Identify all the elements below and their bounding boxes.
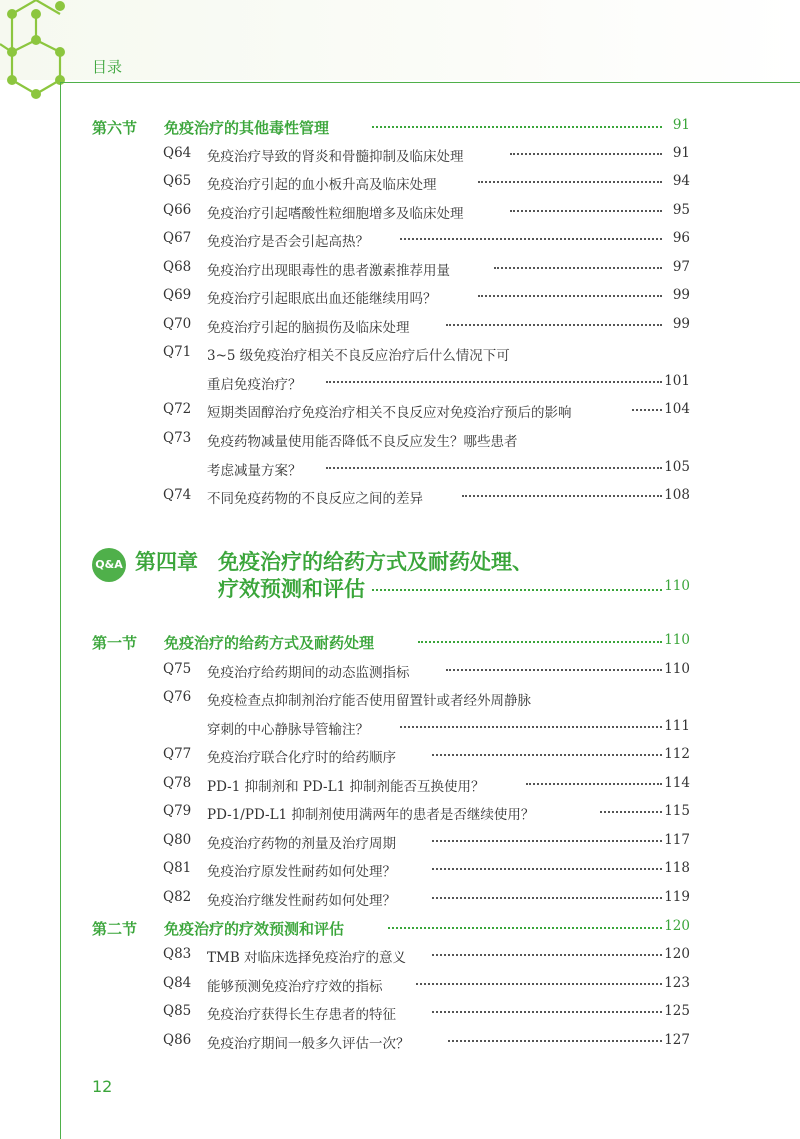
dot-leader (448, 1040, 662, 1042)
question-title: 免疫治疗引起眼底出血还能继续用吗？ (207, 291, 437, 307)
question-page: 99 (672, 316, 690, 332)
question-number: Q81 (163, 860, 192, 876)
dot-leader (478, 295, 662, 297)
section-title: 免疫治疗的其他毒性管理 (164, 119, 330, 137)
question-title: 短期类固醇治疗免疫治疗相关不良反应对免疫治疗预后的影响 (207, 405, 572, 421)
question-number: Q73 (163, 430, 192, 446)
question-title-line1: 3~5 级免疫治疗相关不良反应治疗后什么情况下可 (207, 348, 510, 364)
question-page: 91 (672, 145, 690, 161)
question-page: 119 (664, 889, 690, 905)
question-title: 免疫治疗给药期间的动态监测指标 (207, 665, 410, 681)
toc-entry-q69[interactable] (0, 287, 800, 313)
question-number: Q78 (163, 775, 192, 791)
toc-section-2[interactable] (0, 918, 800, 944)
question-page: 101 (664, 373, 690, 389)
toc-entry-q77[interactable] (0, 746, 800, 772)
question-page: 108 (664, 487, 690, 503)
dot-leader (372, 589, 662, 591)
dot-leader (432, 754, 662, 756)
toc-entry-q80[interactable] (0, 832, 800, 858)
question-page: 120 (664, 946, 690, 962)
question-number: Q67 (163, 230, 192, 246)
question-number: Q69 (163, 287, 192, 303)
section-page: 91 (672, 117, 690, 133)
question-page: 105 (664, 459, 690, 475)
dot-leader (526, 783, 662, 785)
dot-leader (388, 927, 662, 929)
question-title: 免疫治疗引起的血小板升高及临床处理 (207, 177, 437, 193)
question-title: 免疫治疗引起嗜酸性粒细胞增多及临床处理 (207, 206, 464, 222)
question-title: 能够预测免疫治疗疗效的指标 (207, 979, 383, 995)
dot-leader (400, 726, 662, 728)
question-number: Q74 (163, 487, 192, 503)
toc-entry-q83[interactable] (0, 946, 800, 972)
question-number: Q80 (163, 832, 192, 848)
section-number: 第六节 (92, 119, 138, 137)
question-page: 96 (672, 230, 690, 246)
question-title: 免疫治疗出现眼毒性的患者激素推荐用量 (207, 263, 450, 279)
dot-leader (416, 983, 662, 985)
question-number: Q84 (163, 975, 192, 991)
question-number: Q66 (163, 202, 192, 218)
question-number: Q77 (163, 746, 192, 762)
toc-entry-q76-cont[interactable] (0, 718, 800, 744)
section-number: 第二节 (92, 920, 138, 938)
question-page: 104 (664, 401, 690, 417)
question-number: Q86 (163, 1032, 192, 1048)
question-number: Q65 (163, 173, 192, 189)
chapter-page: 110 (664, 578, 690, 594)
dot-leader (632, 409, 662, 411)
question-title: 免疫治疗联合化疗时的给药顺序 (207, 750, 396, 766)
dot-leader (432, 897, 662, 899)
question-page: 97 (672, 259, 690, 275)
chapter-title-line2: 疗效预测和评估 (218, 577, 365, 601)
section-title: 免疫治疗的疗效预测和评估 (164, 920, 345, 938)
question-page: 115 (664, 803, 690, 819)
section-number: 第一节 (92, 634, 138, 652)
header-rule (60, 82, 800, 83)
toc-entry-q66[interactable] (0, 202, 800, 228)
question-page: 110 (664, 661, 690, 677)
question-number: Q64 (163, 145, 192, 161)
question-page: 111 (664, 718, 690, 734)
question-page: 123 (664, 975, 690, 991)
question-number: Q79 (163, 803, 192, 819)
toc-section-1[interactable] (0, 632, 800, 658)
dot-leader (400, 238, 662, 240)
section-page: 110 (664, 632, 690, 648)
dot-leader (600, 811, 662, 813)
question-title-line1: 免疫检查点抑制剂治疗能否使用留置针或者经外周静脉 (207, 693, 531, 709)
toc-entry-q70[interactable] (0, 316, 800, 342)
qa-badge-icon: Q&A (92, 548, 126, 582)
dot-leader (418, 641, 662, 643)
toc-entry-q71[interactable] (0, 344, 800, 370)
question-page: 114 (664, 775, 690, 791)
question-title-line2: 考虑减量方案？ (207, 463, 302, 479)
toc-entry-q81[interactable] (0, 860, 800, 886)
question-page: 112 (664, 746, 690, 762)
toc-entry-q65[interactable] (0, 173, 800, 199)
question-page: 95 (672, 202, 690, 218)
dot-leader (494, 267, 662, 269)
question-title: 不同免疫药物的不良反应之间的差异 (207, 491, 423, 507)
question-number: Q72 (163, 401, 192, 417)
dot-leader (462, 495, 662, 497)
dot-leader (326, 381, 662, 383)
question-number: Q82 (163, 889, 192, 905)
toc-entry-q86[interactable] (0, 1032, 800, 1058)
question-page: 99 (672, 287, 690, 303)
question-number: Q70 (163, 316, 192, 332)
question-title: 免疫治疗获得长生存患者的特征 (207, 1007, 396, 1023)
toc-entry-q76[interactable] (0, 689, 800, 715)
dot-leader (446, 324, 662, 326)
question-title: 免疫治疗导致的肾炎和骨髓抑制及临床处理 (207, 149, 464, 165)
toc-entry-q78[interactable] (0, 775, 800, 801)
dot-leader (510, 153, 662, 155)
toc-entry-q71-cont[interactable] (0, 373, 800, 399)
dot-leader (432, 840, 662, 842)
toc-entry-q72[interactable] (0, 401, 800, 427)
molecule-decoration-icon (0, 0, 80, 110)
question-title-line2: 重启免疫治疗？ (207, 377, 302, 393)
toc-entry-q64[interactable] (0, 145, 800, 171)
section-page: 120 (664, 918, 690, 934)
toc-entry-q68[interactable] (0, 259, 800, 285)
question-page: 127 (664, 1032, 690, 1048)
toc-entry-q67[interactable] (0, 230, 800, 256)
question-title-line1: 免疫药物减量使用能否降低不良反应发生？哪些患者 (207, 434, 518, 450)
dot-leader (446, 669, 662, 671)
toc-chapter-4[interactable] (0, 540, 800, 600)
question-title: PD-1/PD-L1 抑制剂使用满两年的患者是否继续使用？ (207, 807, 535, 823)
question-title-line2: 穿刺的中心静脉导管输注？ (207, 722, 369, 738)
question-title: 免疫治疗是否会引起高热？ (207, 234, 369, 250)
page-number: 12 (92, 1077, 113, 1096)
question-title: PD-1 抑制剂和 PD-L1 抑制剂能否互换使用？ (207, 779, 485, 795)
question-page: 117 (664, 832, 690, 848)
question-page: 118 (664, 860, 690, 876)
dot-leader (326, 467, 662, 469)
toc-entry-q75[interactable] (0, 661, 800, 687)
section-title: 免疫治疗的给药方式及耐药处理 (164, 634, 375, 652)
question-number: Q68 (163, 259, 192, 275)
toc-entry-q85[interactable] (0, 1003, 800, 1029)
question-number: Q83 (163, 946, 192, 962)
question-number: Q76 (163, 689, 192, 705)
dot-leader (372, 126, 662, 128)
question-title: 免疫治疗原发性耐药如何处理？ (207, 864, 396, 880)
toc-entry-q74[interactable] (0, 487, 800, 513)
dot-leader (510, 210, 662, 212)
question-title: 免疫治疗药物的剂量及治疗周期 (207, 836, 396, 852)
question-number: Q85 (163, 1003, 192, 1019)
toc-entry-q79[interactable] (0, 803, 800, 829)
question-number: Q75 (163, 661, 192, 677)
dot-leader (478, 181, 662, 183)
chapter-title-line1: 免疫治疗的给药方式及耐药处理、 (218, 550, 533, 574)
chapter-number: 第四章 (135, 550, 198, 574)
toc-entry-q73-cont[interactable] (0, 459, 800, 485)
dot-leader (432, 868, 662, 870)
question-title: 免疫治疗引起的脑损伤及临床处理 (207, 320, 410, 336)
question-title: 免疫治疗继发性耐药如何处理？ (207, 893, 396, 909)
question-number: Q71 (163, 344, 192, 360)
toc-entry-q82[interactable] (0, 889, 800, 915)
toc-entry-q73[interactable] (0, 430, 800, 456)
question-title: TMB 对临床选择免疫治疗的意义 (207, 950, 407, 966)
question-page: 94 (672, 173, 690, 189)
running-header-title: 目录 (92, 58, 123, 76)
dot-leader (432, 1011, 662, 1013)
toc-entry-q84[interactable] (0, 975, 800, 1001)
question-page: 125 (664, 1003, 690, 1019)
dot-leader (432, 954, 662, 956)
question-title: 免疫治疗期间一般多久评估一次？ (207, 1036, 410, 1052)
toc-section-6[interactable] (0, 117, 800, 143)
